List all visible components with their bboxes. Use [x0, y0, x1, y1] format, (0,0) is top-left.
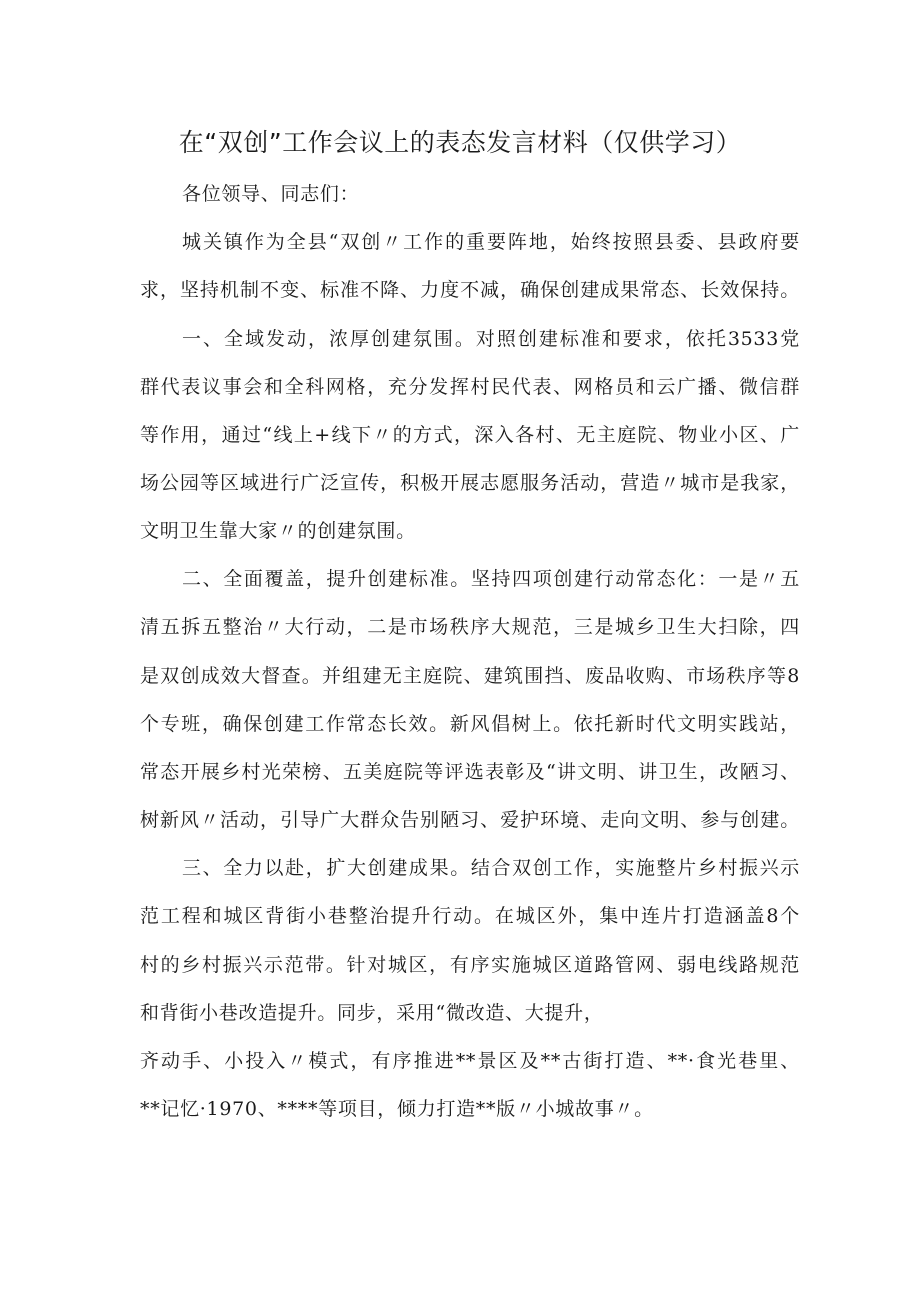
document-title: 在“双创”工作会议上的表态发言材料（仅供学习） [178, 128, 742, 157]
paragraph-line: 树新风〃活动，引导广大群众告别陋习、爱护环境、走向文明、参与创建。 [140, 809, 800, 831]
paragraph-line: 二、全面覆盖，提升创建标准。坚持四项创建行动常态化：一是〃五 [182, 568, 800, 590]
paragraph-line: 等作用，通过“线上+线下〃的方式，深入各村、无主庭院、物业小区、广 [140, 424, 800, 446]
paragraph-line: 一、全域发动，浓厚创建氛围。对照创建标准和要求，依托3533党 [182, 328, 800, 350]
paragraph-line: 三、全力以赴，扩大创建成果。结合双创工作，实施整片乡村振兴示 [182, 857, 800, 879]
paragraph-line: 群代表议事会和全科网格，充分发挥村民代表、网格员和云广播、微信群 [140, 376, 800, 398]
paragraph-line: **记忆·1970、****等项目，倾力打造**版〃小城故事〃。 [140, 1098, 654, 1120]
salutation: 各位领导、同志们： [182, 183, 360, 205]
paragraph-line: 常态开展乡村光荣榜、五美庭院等评选表彰及“讲文明、讲卫生，改陋习、 [140, 761, 800, 783]
paragraph-line: 清五拆五整治〃大行动，二是市场秩序大规范，三是城乡卫生大扫除，四 [140, 616, 800, 638]
paragraph-line: 城关镇作为全县“双创〃工作的重要阵地，始终按照县委、县政府要 [182, 231, 800, 253]
paragraph-line: 范工程和城区背街小巷整治提升行动。在城区外，集中连片打造涵盖8个 [140, 905, 800, 927]
paragraph-line: 场公园等区域进行广泛宣传，积极开展志愿服务活动，营造〃城市是我家， [140, 472, 800, 494]
paragraph-line: 文明卫生靠大家〃的创建氛围。 [140, 520, 416, 542]
paragraph-line: 求，坚持机制不变、标准不降、力度不减，确保创建成果常态、长效保持。 [140, 279, 800, 301]
paragraph-line: 和背街小巷改造提升。同步，采用“微改造、大提升， [140, 1002, 604, 1024]
paragraph-line: 齐动手、小投入〃模式，有序推进**景区及**古街打造、**·食光巷里、 [140, 1050, 800, 1072]
paragraph-line: 是双创成效大督查。并组建无主庭院、建筑围挡、废品收购、市场秩序等8 [140, 665, 800, 687]
paragraph-line: 村的乡村振兴示范带。针对城区，有序实施城区道路管网、弱电线路规范 [140, 954, 800, 976]
paragraph-line: 个专班，确保创建工作常态长效。新风倡树上。依托新时代文明实践站， [140, 713, 800, 735]
